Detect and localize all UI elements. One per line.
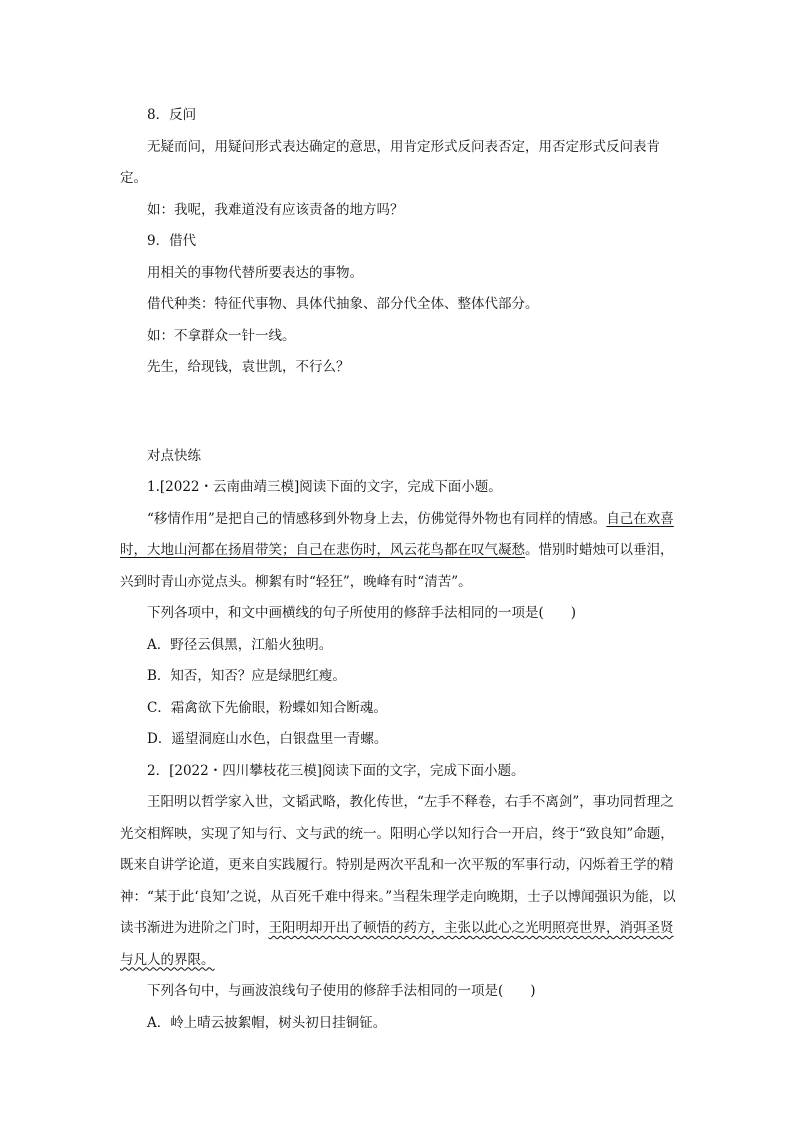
passage-text: “移情作用”是把自己的情感移到外物身上去，仿佛觉得外物也有同样的情感。 [147, 510, 607, 527]
passage-text: 。惜别时蜡烛可以垂泪，兴到时青山亦觉点头。柳絮有时“轻狂”，晚峰有时“清苦”。 [120, 542, 674, 590]
question-stem: 1.[2022・云南曲靖三模]阅读下面的文字，完成下面小题。 [147, 479, 502, 495]
question-stem: 2．[2022・四川攀枝花三模]阅读下面的文字，完成下面小题。 [147, 762, 525, 779]
example-line: 如：不拿群众一针一线。 [147, 327, 296, 344]
page-content [120, 100, 676, 1039]
option-c: C．霜禽欲下先偷眼，粉蝶如知合断魂。 [147, 699, 387, 716]
types-line: 借代种类：特征代事物、具体代抽象、部分代全体、整体代部分。 [147, 296, 539, 312]
definition-line: 定。 [120, 170, 147, 186]
option-a: A．野径云俱黑，江船火独明。 [147, 636, 333, 653]
passage-text: 王阳明以哲学家入世，文韬武略，教化传世，“左手不释卷，右手不离剑”，事功同哲理之光交相辉映，实现了知与行、文与武的统一。阳明心学以知行合一开启，终于“致良知”命题，既来自讲学论道，更来自实践履行。特别是两次平乱和一次平叛的军事行动，闪烁着王学的精神：“某于此‘良知’之说，从百死千难中得来。”当程朱理学走向晚期，士子以博闻强识为能，以读书渐进为进阶之门时， [120, 794, 676, 936]
definition-line: 用相关的事物代替所要表达的事物。 [147, 264, 363, 281]
wavy-underlined-sentence: 王阳明却开出了顿悟的药方，主张以此心之光明照亮世界，消弭圣贤与凡人的界限。 [120, 920, 674, 968]
passage [120, 504, 676, 599]
question-text: 下列各句中，与画波浪线句子使用的修辞手法相同的一项是( ) [147, 983, 536, 999]
passage [120, 787, 676, 976]
example-line: 如：我呢，我难道没有应该责备的地方吗？ [147, 201, 404, 218]
option-d: D．遥望洞庭山水色，白银盘里一青螺。 [147, 731, 388, 747]
section-heading-fanwen: 8．反问 [147, 107, 197, 123]
question-text: 下列各项中，和文中画横线的句子所使用的修辞手法相同的一项是( ) [147, 605, 577, 621]
practice-title: 对点快练 [147, 447, 201, 464]
spacer [120, 384, 676, 441]
option-b: B．知否，知否？应是绿肥红瘦。 [147, 668, 346, 684]
underlined-sentence: 自己在欢喜时，大地山河都在扬眉带笑；自己在悲伤时，风云花鸟都在叹气凝愁 [120, 510, 674, 558]
definition-line: 无疑而问，用疑问形式表达确定的意思，用肯定形式反问表否定，用否定形式反问表肯 [147, 138, 660, 155]
example-line: 先生，给现钱，袁世凯，不行么？ [147, 359, 350, 375]
section-heading-jiedai: 9．借代 [147, 233, 197, 249]
option-a: A．岭上晴云披絮帽，树头初日挂铜钲。 [147, 1014, 387, 1031]
